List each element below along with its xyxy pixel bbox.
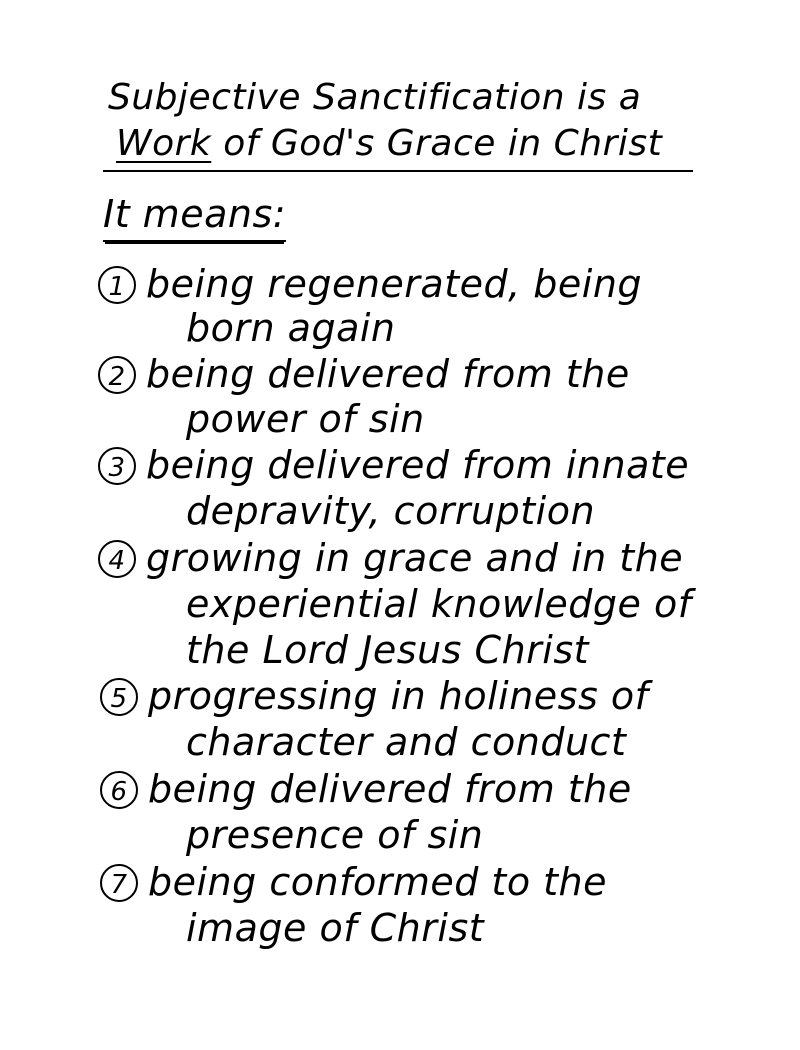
list-item-1 (98, 262, 642, 306)
list-item-7-line-1: being conformed to the (148, 860, 608, 904)
item-number-circle: 6 (100, 771, 138, 809)
item-number-circle: 5 (100, 678, 138, 716)
list-item-4-continuation-1 (186, 582, 692, 626)
item-number-circle: 7 (100, 864, 138, 902)
list-item-2-continuation (186, 397, 425, 441)
list-item-5-line-1: progressing in holiness of (148, 674, 649, 718)
title-line-1-text: Subjective Sanctification is a (108, 77, 642, 118)
list-item-1-line-2: born again (186, 306, 396, 350)
intro-heading-text: It means: (103, 192, 286, 242)
list-item-4-line-2: experiential knowledge of (186, 582, 692, 626)
list-item-6-line-2: presence of sin (186, 813, 484, 857)
list-item-6-continuation (186, 813, 483, 857)
title-line-2 (116, 124, 662, 164)
list-item-3-continuation (186, 489, 595, 533)
title-line-1 (108, 78, 641, 118)
item-number-circle: 2 (98, 356, 136, 394)
list-item-2-line-2: power of sin (186, 397, 425, 441)
list-item-6 (100, 767, 632, 811)
item-number-circle: 1 (98, 266, 136, 304)
list-item-2-line-1: being delivered from the (146, 352, 630, 396)
list-item-3-line-1: being delivered from innate (146, 443, 690, 487)
list-item-7-line-2: image of Christ (186, 906, 485, 950)
list-item-5 (100, 674, 649, 718)
list-item-4 (98, 536, 683, 580)
title-line-2-rest: of God's Grace in Christ (211, 123, 663, 164)
list-item-1-line-1: being regenerated, being (146, 262, 643, 306)
list-item-4-continuation-2 (186, 628, 589, 672)
list-item-4-line-1: growing in grace and in the (146, 536, 684, 580)
title-underlined-word: Work (116, 123, 212, 164)
list-item-4-line-3: the Lord Jesus Christ (186, 628, 590, 672)
list-item-5-continuation (186, 720, 626, 764)
list-item-7-continuation (186, 906, 484, 950)
list-item-3 (98, 443, 689, 487)
list-item-5-line-2: character and conduct (186, 720, 627, 764)
list-item-6-line-1: being delivered from the (148, 767, 632, 811)
item-number-circle: 3 (98, 447, 136, 485)
intro-heading (103, 192, 286, 242)
list-item-3-line-2: depravity, corruption (186, 489, 596, 533)
list-item-7 (100, 860, 607, 904)
list-item-1-continuation (186, 306, 396, 350)
list-item-2 (98, 352, 630, 396)
title-underline-rule (103, 170, 693, 172)
item-number-circle: 4 (98, 540, 136, 578)
